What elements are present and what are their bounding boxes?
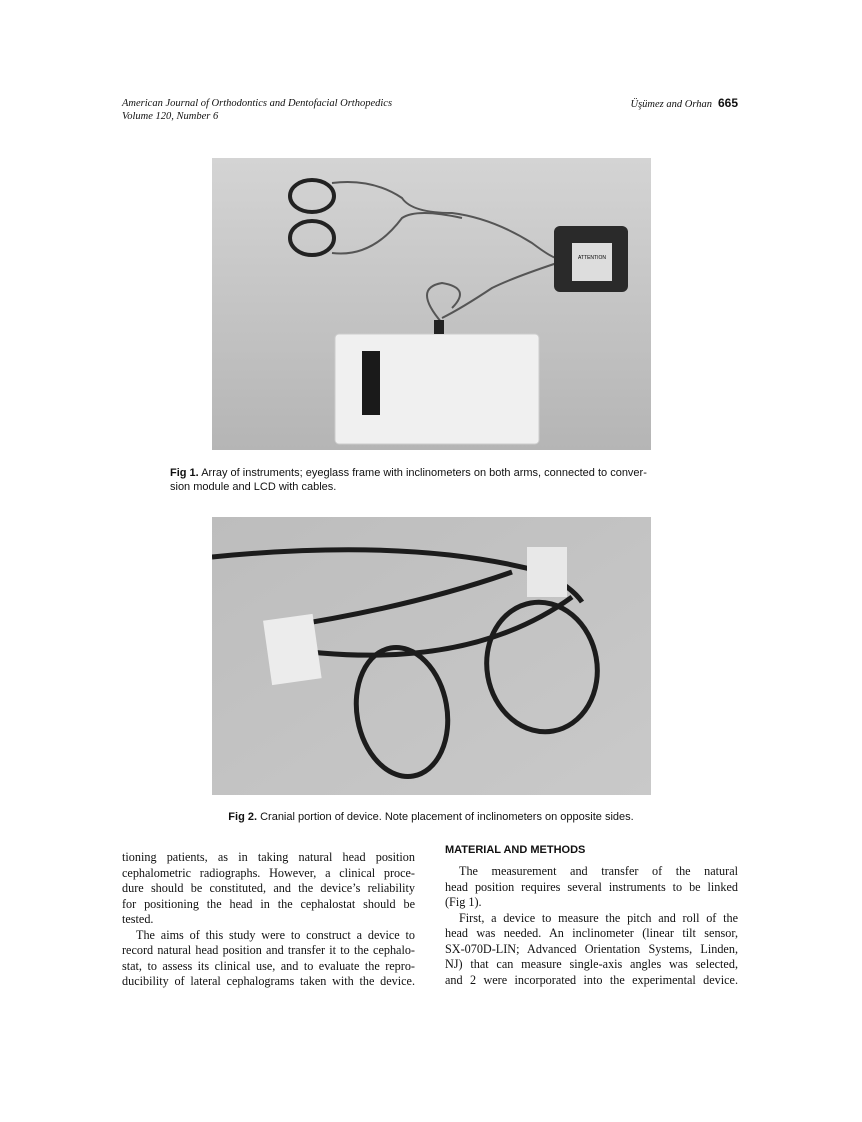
text-line: record natural head position and transfer it to the cephalo-	[122, 943, 415, 957]
paragraph	[122, 850, 415, 928]
running-header-left	[122, 97, 392, 123]
text-line: SX-070D-LIN; Advanced Orientation Systems, Linden,	[445, 941, 738, 956]
authors: Üşümez and Orhan	[630, 99, 712, 110]
left-column	[122, 850, 415, 990]
text-line: First, a device to measure the pitch and roll of the	[459, 910, 738, 925]
text-line: The aims of this study were to construct a device to	[136, 927, 415, 942]
paragraph	[445, 864, 738, 911]
text-line: ducibility of lateral cephalograms taken with the device.	[122, 974, 415, 988]
paragraph	[122, 928, 415, 990]
figure-1-photo	[212, 158, 651, 450]
svg-text:ATTENTION: ATTENTION	[578, 255, 606, 261]
text-line: for positioning the head in the cephalostat should be	[122, 896, 415, 911]
text-line: The measurement and transfer of the natural	[459, 864, 738, 878]
section-heading: MATERIAL AND METHODS	[445, 844, 586, 856]
journal-title: American Journal of Orthodontics and Dentofacial Orthopedics	[122, 98, 393, 109]
text-line: head was needed. An inclinometer (linear tilt sensor,	[445, 926, 738, 940]
journal-volume: Volume 120, Number 6	[122, 111, 219, 122]
text-line: and 2 were incorporated into the experimental device.	[445, 972, 738, 987]
running-header-right	[630, 97, 738, 111]
caption-text: Cranial portion of device. Note placement of inclinometers on opposite sides.	[260, 811, 634, 823]
text-line: stat, to assess its clinical use, and to evaluate the repro-	[122, 958, 415, 973]
text-line: cephalometric radiographs. However, a clinical proce-	[122, 865, 415, 880]
right-column	[445, 843, 738, 988]
text-line: NJ) that can measure single-axis angles was selected,	[445, 957, 738, 971]
figure-1-label: Fig 1.	[170, 467, 199, 479]
text-line: dure should be constituted, and the device’s reliability	[122, 881, 415, 895]
text-line: head position requires several instruments to be linked	[445, 879, 738, 894]
text-line: tested.	[122, 912, 154, 926]
caption-line: sion module and LCD with cables.	[170, 481, 337, 493]
paragraph	[445, 911, 738, 989]
page-number: 665	[717, 96, 738, 110]
text-line: tioning patients, as in taking natural head position	[122, 850, 415, 864]
figure-1-caption	[170, 466, 690, 494]
figure-2-caption	[0, 810, 862, 824]
figure-2-label: Fig 2.	[228, 811, 258, 823]
caption-line: Array of instruments; eyeglass frame with inclinometers on both arms, connected to conver-	[201, 467, 647, 479]
text-line: (Fig 1).	[445, 895, 482, 909]
figure-2-photo	[212, 517, 651, 795]
